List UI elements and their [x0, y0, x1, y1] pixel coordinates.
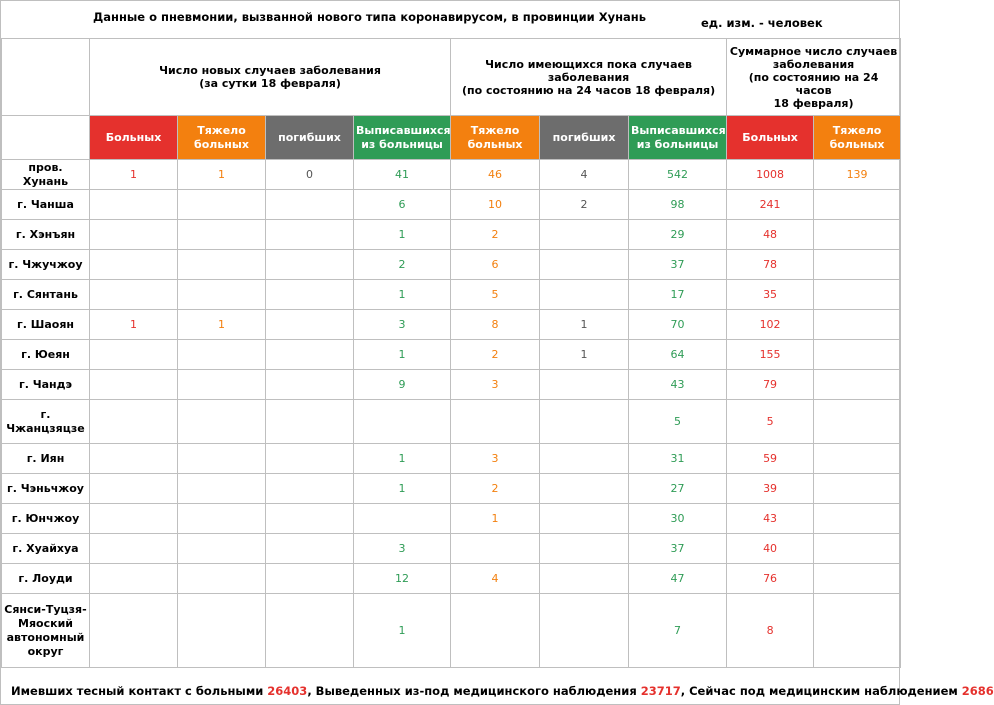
cell-new-discharged	[354, 504, 451, 534]
table-row	[2, 444, 901, 474]
cell-current-deaths	[540, 400, 629, 444]
table-row	[2, 310, 901, 340]
header-total-sick: Больных	[727, 116, 814, 160]
cell-total-sick: 8	[727, 594, 814, 668]
cell-new-discharged: 6	[354, 190, 451, 220]
cell-current-deaths	[540, 474, 629, 504]
table-row	[2, 250, 901, 280]
cell-current-severe: 3	[451, 370, 540, 400]
cell-new-discharged: 9	[354, 370, 451, 400]
cell-new-sick: 1	[90, 160, 178, 190]
cell-current-discharged: 37	[629, 534, 727, 564]
cell-new-discharged: 12	[354, 564, 451, 594]
cell-current-severe: 3	[451, 444, 540, 474]
cell-current-severe	[451, 594, 540, 668]
cell-current-deaths	[540, 594, 629, 668]
cell-current-deaths: 2	[540, 190, 629, 220]
cell-current-discharged: 27	[629, 474, 727, 504]
cell-new-sick	[90, 474, 178, 504]
cell-total-sick: 155	[727, 340, 814, 370]
cell-total-severe	[814, 280, 901, 310]
row-label: г. Шаоян	[2, 310, 90, 340]
footer-summary	[11, 684, 994, 698]
cell-new-discharged: 1	[354, 220, 451, 250]
cell-current-deaths	[540, 534, 629, 564]
cases-table	[1, 38, 901, 668]
cell-current-deaths	[540, 564, 629, 594]
cell-new-deaths: 0	[266, 160, 354, 190]
cell-current-severe	[451, 534, 540, 564]
cell-new-severe	[178, 400, 266, 444]
corner-cell-2	[2, 116, 90, 160]
cell-total-severe	[814, 444, 901, 474]
table-row	[2, 160, 901, 190]
cell-current-deaths: 1	[540, 340, 629, 370]
cell-new-deaths	[266, 250, 354, 280]
contacts-value: 26403	[267, 684, 308, 698]
cell-new-severe	[178, 564, 266, 594]
cell-new-deaths	[266, 280, 354, 310]
cell-new-severe: 1	[178, 310, 266, 340]
cell-current-severe: 8	[451, 310, 540, 340]
group-header-row	[2, 39, 901, 116]
cell-total-sick: 5	[727, 400, 814, 444]
cell-current-discharged: 30	[629, 504, 727, 534]
table-row	[2, 400, 901, 444]
cell-new-deaths	[266, 564, 354, 594]
cell-new-severe	[178, 280, 266, 310]
cell-new-sick	[90, 564, 178, 594]
cell-total-severe: 139	[814, 160, 901, 190]
table-row	[2, 220, 901, 250]
cell-new-deaths	[266, 594, 354, 668]
cell-current-severe: 4	[451, 564, 540, 594]
cell-new-discharged: 1	[354, 474, 451, 504]
cell-new-discharged: 2	[354, 250, 451, 280]
cell-new-severe	[178, 340, 266, 370]
cell-current-severe: 5	[451, 280, 540, 310]
cell-current-discharged: 5	[629, 400, 727, 444]
cell-new-deaths	[266, 444, 354, 474]
cell-new-deaths	[266, 190, 354, 220]
cell-new-deaths	[266, 534, 354, 564]
cell-new-sick: 1	[90, 310, 178, 340]
table-row	[2, 594, 901, 668]
row-label: г. Юнчжоу	[2, 504, 90, 534]
table-row	[2, 564, 901, 594]
row-label: г. Чандэ	[2, 370, 90, 400]
cell-new-severe	[178, 250, 266, 280]
cell-current-severe: 2	[451, 340, 540, 370]
cell-total-sick: 39	[727, 474, 814, 504]
cell-current-discharged: 31	[629, 444, 727, 474]
cell-new-severe	[178, 504, 266, 534]
title-row	[1, 1, 899, 39]
table-row	[2, 340, 901, 370]
contacts-label: Имевших тесный контакт с больными	[11, 684, 268, 698]
cell-total-sick: 48	[727, 220, 814, 250]
cell-total-severe	[814, 340, 901, 370]
cell-total-severe	[814, 190, 901, 220]
header-total-severe: Тяжело больных	[814, 116, 901, 160]
cell-new-discharged: 1	[354, 280, 451, 310]
cell-current-discharged: 70	[629, 310, 727, 340]
cell-current-discharged: 98	[629, 190, 727, 220]
row-label: г. Чанша	[2, 190, 90, 220]
cell-new-severe	[178, 220, 266, 250]
cell-new-sick	[90, 190, 178, 220]
cell-current-severe	[451, 400, 540, 444]
row-label: Сянси-Туцзя- Мяоский автономный округ	[2, 594, 90, 668]
cell-new-deaths	[266, 400, 354, 444]
cell-new-sick	[90, 534, 178, 564]
group-current-cases: Число имеющихся пока случаев заболевания (по состоянию на 24 часов 18 февраля)	[451, 39, 727, 116]
cell-new-sick	[90, 370, 178, 400]
cell-current-severe: 1	[451, 504, 540, 534]
cell-total-sick: 79	[727, 370, 814, 400]
cell-new-sick	[90, 280, 178, 310]
cell-new-severe	[178, 534, 266, 564]
table-body	[2, 160, 901, 668]
cell-new-severe	[178, 594, 266, 668]
cell-total-severe	[814, 564, 901, 594]
cell-current-discharged: 29	[629, 220, 727, 250]
cell-current-discharged: 43	[629, 370, 727, 400]
cell-current-discharged: 64	[629, 340, 727, 370]
cell-new-discharged: 41	[354, 160, 451, 190]
cell-new-deaths	[266, 474, 354, 504]
table-row	[2, 280, 901, 310]
table-row	[2, 534, 901, 564]
header-new-deaths: погибших	[266, 116, 354, 160]
cell-current-deaths	[540, 444, 629, 474]
cell-total-sick: 1008	[727, 160, 814, 190]
cell-current-discharged: 47	[629, 564, 727, 594]
cell-new-deaths	[266, 340, 354, 370]
cell-current-discharged: 7	[629, 594, 727, 668]
cell-new-severe: 1	[178, 160, 266, 190]
cell-new-deaths	[266, 370, 354, 400]
cell-current-discharged: 37	[629, 250, 727, 280]
cell-new-discharged: 1	[354, 340, 451, 370]
cell-new-sick	[90, 400, 178, 444]
released-label: , Выведенных из-под медицинского наблюдения	[307, 684, 641, 698]
cell-new-severe	[178, 190, 266, 220]
report-title: Данные о пневмонии, вызванной нового типа коронавирусом, в провинции Хунань	[93, 10, 646, 24]
cell-new-severe	[178, 444, 266, 474]
cell-new-severe	[178, 474, 266, 504]
header-new-severe: Тяжело больных	[178, 116, 266, 160]
cell-new-deaths	[266, 310, 354, 340]
cell-new-discharged	[354, 400, 451, 444]
cell-total-severe	[814, 370, 901, 400]
cell-new-sick	[90, 220, 178, 250]
cell-total-sick: 102	[727, 310, 814, 340]
cell-new-discharged: 3	[354, 534, 451, 564]
cell-current-severe: 2	[451, 474, 540, 504]
cell-current-discharged: 17	[629, 280, 727, 310]
header-current-discharged: Выписавшихся из больницы	[629, 116, 727, 160]
cell-new-sick	[90, 250, 178, 280]
cell-current-deaths	[540, 370, 629, 400]
cell-new-deaths	[266, 220, 354, 250]
cell-new-discharged: 3	[354, 310, 451, 340]
header-current-deaths: погибших	[540, 116, 629, 160]
cell-total-sick: 59	[727, 444, 814, 474]
cell-new-deaths	[266, 504, 354, 534]
cell-new-sick	[90, 504, 178, 534]
cell-new-discharged: 1	[354, 594, 451, 668]
row-label: г. Чжучжоу	[2, 250, 90, 280]
cell-current-severe: 6	[451, 250, 540, 280]
cell-current-deaths	[540, 250, 629, 280]
header-new-sick: Больных	[90, 116, 178, 160]
row-label: г. Иян	[2, 444, 90, 474]
group-new-cases: Число новых случаев заболевания (за сутки 18 февраля)	[90, 39, 451, 116]
cell-total-sick: 76	[727, 564, 814, 594]
table-row	[2, 504, 901, 534]
row-label: г. Чжанцзяцзе	[2, 400, 90, 444]
cell-current-deaths	[540, 504, 629, 534]
table-row	[2, 474, 901, 504]
table-row	[2, 190, 901, 220]
cell-new-severe	[178, 370, 266, 400]
released-value: 23717	[640, 684, 681, 698]
cell-total-sick: 40	[727, 534, 814, 564]
cell-total-severe	[814, 534, 901, 564]
cell-total-severe	[814, 310, 901, 340]
cell-current-severe: 10	[451, 190, 540, 220]
header-current-severe: Тяжело больных	[451, 116, 540, 160]
header-new-discharged: Выписавшихся из больницы	[354, 116, 451, 160]
cell-total-severe	[814, 220, 901, 250]
cell-current-deaths: 1	[540, 310, 629, 340]
cell-total-severe	[814, 474, 901, 504]
footer-row	[1, 676, 994, 704]
cell-current-discharged: 542	[629, 160, 727, 190]
cell-new-sick	[90, 340, 178, 370]
row-label: пров. Хунань	[2, 160, 90, 190]
row-label: г. Сянтань	[2, 280, 90, 310]
observed-label: , Сейчас под медицинским наблюдением	[680, 684, 962, 698]
cell-total-severe	[814, 504, 901, 534]
cell-total-sick: 35	[727, 280, 814, 310]
corner-cell	[2, 39, 90, 116]
observed-value: 2686	[961, 684, 994, 698]
row-label: г. Хуайхуа	[2, 534, 90, 564]
row-label: г. Хэнъян	[2, 220, 90, 250]
cell-new-sick	[90, 594, 178, 668]
cell-current-severe: 46	[451, 160, 540, 190]
cell-total-sick: 78	[727, 250, 814, 280]
cell-total-sick: 241	[727, 190, 814, 220]
cell-current-deaths	[540, 220, 629, 250]
cell-new-discharged: 1	[354, 444, 451, 474]
cell-total-severe	[814, 250, 901, 280]
row-label: г. Чэньчжоу	[2, 474, 90, 504]
cell-total-severe	[814, 400, 901, 444]
cell-current-deaths: 4	[540, 160, 629, 190]
cell-total-sick: 43	[727, 504, 814, 534]
row-label: г. Лоуди	[2, 564, 90, 594]
cell-total-severe	[814, 594, 901, 668]
cell-current-severe: 2	[451, 220, 540, 250]
row-label: г. Юеян	[2, 340, 90, 370]
cell-current-deaths	[540, 280, 629, 310]
unit-label: ед. изм. - человек	[701, 16, 823, 30]
table-row	[2, 370, 901, 400]
cell-new-sick	[90, 444, 178, 474]
column-header-row	[2, 116, 901, 160]
group-total-cases: Суммарное число случаев заболевания (по состоянию на 24 часов 18 февраля)	[727, 39, 901, 116]
